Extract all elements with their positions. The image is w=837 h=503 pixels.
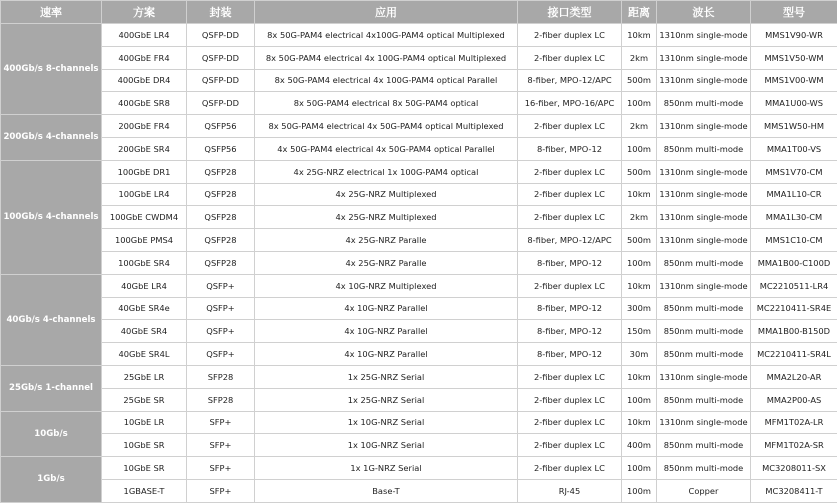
model-cell: MC2210511-LR4 [751,274,837,297]
table-row [1,411,837,434]
scheme-cell: 100GbE PMS4 [102,229,187,252]
package-cell: SFP+ [187,411,255,434]
distance-cell: 30m [622,343,657,366]
scheme-cell: 1GBASE-T [102,479,187,502]
interface-type-cell: 8-fiber, MPO-12 [518,320,622,343]
model-cell: MMS1C10-CM [751,229,837,252]
interface-type-cell: 2-fiber duplex LC [518,365,622,388]
model-cell: MFM1T02A-SR [751,434,837,457]
interface-type-cell: 2-fiber duplex LC [518,274,622,297]
scheme-cell: 25GbE SR [102,388,187,411]
application-cell: Base-T [255,479,518,502]
application-cell: 1x 10G-NRZ Serial [255,411,518,434]
model-cell: MMS1V70-CM [751,160,837,183]
scheme-cell: 10GbE LR [102,411,187,434]
wavelength-cell: 850nm multi-mode [657,137,751,160]
wavelength-cell: 1310nm single-mode [657,183,751,206]
distance-cell: 2km [622,46,657,69]
interface-type-cell: 2-fiber duplex LC [518,411,622,434]
rate-group-cell: 1Gb/s [1,457,102,503]
distance-cell: 2km [622,206,657,229]
rate-group-cell: 40Gb/s 4-channels [1,274,102,365]
scheme-cell: 400GbE DR4 [102,69,187,92]
interface-type-cell: 8-fiber, MPO-12 [518,343,622,366]
scheme-cell: 100GbE DR1 [102,160,187,183]
wavelength-cell: Copper [657,479,751,502]
distance-cell: 100m [622,137,657,160]
wavelength-cell: 850nm multi-mode [657,388,751,411]
distance-cell: 500m [622,69,657,92]
wavelength-cell: 850nm multi-mode [657,92,751,115]
interface-type-cell: 2-fiber duplex LC [518,115,622,138]
package-cell: SFP28 [187,365,255,388]
scheme-cell: 25GbE LR [102,365,187,388]
scheme-cell: 100GbE SR4 [102,251,187,274]
model-cell: MC3208411-T [751,479,837,502]
rate-group-cell: 10Gb/s [1,411,102,457]
table-row [1,115,837,138]
model-cell: MMS1V90-WR [751,24,837,47]
table-row [1,183,837,206]
distance-cell: 400m [622,434,657,457]
table-row [1,160,837,183]
table-row [1,206,837,229]
wavelength-cell: 1310nm single-mode [657,229,751,252]
scheme-cell: 40GbE SR4L [102,343,187,366]
scheme-cell: 40GbE SR4e [102,297,187,320]
application-cell: 1x 1G-NRZ Serial [255,457,518,480]
table-row [1,320,837,343]
distance-cell: 100m [622,457,657,480]
interface-type-cell: 16-fiber, MPO-16/APC [518,92,622,115]
wavelength-cell: 850nm multi-mode [657,343,751,366]
wavelength-cell: 850nm multi-mode [657,457,751,480]
package-cell: QSFP-DD [187,69,255,92]
distance-cell: 10km [622,411,657,434]
table-row [1,457,837,480]
wavelength-cell: 1310nm single-mode [657,69,751,92]
package-cell: QSFP56 [187,137,255,160]
package-cell: QSFP28 [187,251,255,274]
table-row [1,297,837,320]
table-row [1,229,837,252]
scheme-cell: 200GbE SR4 [102,137,187,160]
table-row [1,343,837,366]
scheme-cell: 100GbE LR4 [102,183,187,206]
distance-cell: 10km [622,274,657,297]
scheme-cell: 400GbE LR4 [102,24,187,47]
interface-type-cell: 2-fiber duplex LC [518,24,622,47]
distance-cell: 500m [622,160,657,183]
header-model: 型号 [751,1,837,24]
interface-type-cell: 2-fiber duplex LC [518,434,622,457]
header-application: 应用 [255,1,518,24]
model-cell: MMS1W50-HM [751,115,837,138]
application-cell: 8x 50G-PAM4 electrical 8x 50G-PAM4 optical [255,92,518,115]
package-cell: QSFP28 [187,183,255,206]
table-row [1,434,837,457]
distance-cell: 2km [622,115,657,138]
application-cell: 4x 25G-NRZ Multiplexed [255,183,518,206]
application-cell: 4x 10G-NRZ Parallel [255,297,518,320]
model-cell: MMA1B00-B150D [751,320,837,343]
package-cell: SFP+ [187,434,255,457]
table-row [1,92,837,115]
header-wavelength: 波长 [657,1,751,24]
wavelength-cell: 1310nm single-mode [657,24,751,47]
header-distance: 距离 [622,1,657,24]
application-cell: 8x 50G-PAM4 electrical 4x 100G-PAM4 optical Parallel [255,69,518,92]
rate-group-cell: 400Gb/s 8-channels [1,24,102,115]
application-cell: 4x 50G-PAM4 electrical 4x 50G-PAM4 optical Parallel [255,137,518,160]
rate-group-cell: 200Gb/s 4-channels [1,115,102,161]
application-cell: 1x 10G-NRZ Serial [255,434,518,457]
table-row [1,365,837,388]
distance-cell: 100m [622,388,657,411]
application-cell: 4x 10G-NRZ Multiplexed [255,274,518,297]
package-cell: SFP+ [187,457,255,480]
scheme-cell: 40GbE LR4 [102,274,187,297]
package-cell: QSFP-DD [187,92,255,115]
model-cell: MMA2P00-AS [751,388,837,411]
package-cell: QSFP-DD [187,46,255,69]
interface-type-cell: 8-fiber, MPO-12 [518,297,622,320]
package-cell: QSFP28 [187,160,255,183]
interface-type-cell: 2-fiber duplex LC [518,160,622,183]
package-cell: SFP28 [187,388,255,411]
wavelength-cell: 1310nm single-mode [657,206,751,229]
model-cell: MMS1V50-WM [751,46,837,69]
model-cell: MMA2L20-AR [751,365,837,388]
header-scheme: 方案 [102,1,187,24]
scheme-cell: 100GbE CWDM4 [102,206,187,229]
application-cell: 8x 50G-PAM4 electrical 4x 100G-PAM4 optical Multiplexed [255,46,518,69]
wavelength-cell: 1310nm single-mode [657,365,751,388]
wavelength-cell: 1310nm single-mode [657,411,751,434]
model-cell: MMA1L10-CR [751,183,837,206]
model-cell: MC3208011-SX [751,457,837,480]
model-cell: MMA1U00-WS [751,92,837,115]
distance-cell: 100m [622,92,657,115]
interface-type-cell: 2-fiber duplex LC [518,206,622,229]
application-cell: 1x 25G-NRZ Serial [255,365,518,388]
distance-cell: 10km [622,183,657,206]
header-interface-type: 接口类型 [518,1,622,24]
distance-cell: 300m [622,297,657,320]
wavelength-cell: 850nm multi-mode [657,434,751,457]
package-cell: QSFP56 [187,115,255,138]
interface-type-cell: 8-fiber, MPO-12/APC [518,69,622,92]
application-cell: 4x 10G-NRZ Parallel [255,343,518,366]
interface-type-cell: 8-fiber, MPO-12/APC [518,229,622,252]
distance-cell: 10km [622,365,657,388]
package-cell: QSFP+ [187,274,255,297]
table-row [1,46,837,69]
application-cell: 1x 25G-NRZ Serial [255,388,518,411]
wavelength-cell: 1310nm single-mode [657,115,751,138]
wavelength-cell: 850nm multi-mode [657,297,751,320]
table-row [1,24,837,47]
table-row [1,274,837,297]
table-row [1,388,837,411]
package-cell: QSFP28 [187,206,255,229]
table-row [1,251,837,274]
application-cell: 4x 25G-NRZ Multiplexed [255,206,518,229]
model-cell: MMA1B00-C100D [751,251,837,274]
application-cell: 4x 25G-NRZ Paralle [255,229,518,252]
table-row [1,137,837,160]
interface-type-cell: RJ-45 [518,479,622,502]
package-cell: QSFP28 [187,229,255,252]
interface-type-cell: 2-fiber duplex LC [518,183,622,206]
package-cell: SFP+ [187,479,255,502]
distance-cell: 10km [622,24,657,47]
application-cell: 8x 50G-PAM4 electrical 4x100G-PAM4 optical Multiplexed [255,24,518,47]
package-cell: QSFP+ [187,343,255,366]
package-cell: QSFP+ [187,297,255,320]
rate-group-cell: 100Gb/s 4-channels [1,160,102,274]
application-cell: 4x 10G-NRZ Parallel [255,320,518,343]
table-row [1,69,837,92]
rate-group-cell: 25Gb/s 1-channel [1,365,102,411]
scheme-cell: 40GbE SR4 [102,320,187,343]
scheme-cell: 400GbE FR4 [102,46,187,69]
application-cell: 4x 25G-NRZ electrical 1x 100G-PAM4 optical [255,160,518,183]
table-body [1,24,837,503]
scheme-cell: 400GbE SR8 [102,92,187,115]
application-cell: 4x 25G-NRZ Paralle [255,251,518,274]
package-cell: QSFP+ [187,320,255,343]
distance-cell: 500m [622,229,657,252]
model-cell: MMS1V00-WM [751,69,837,92]
interface-type-cell: 2-fiber duplex LC [518,46,622,69]
wavelength-cell: 1310nm single-mode [657,160,751,183]
header-package: 封装 [187,1,255,24]
header-rate: 速率 [1,1,102,24]
interface-type-cell: 8-fiber, MPO-12 [518,137,622,160]
model-cell: MFM1T02A-LR [751,411,837,434]
wavelength-cell: 850nm multi-mode [657,320,751,343]
interface-type-cell: 2-fiber duplex LC [518,457,622,480]
model-cell: MC2210411-SR4L [751,343,837,366]
scheme-cell: 10GbE SR [102,434,187,457]
table-row [1,479,837,502]
interface-type-cell: 2-fiber duplex LC [518,388,622,411]
distance-cell: 150m [622,320,657,343]
model-cell: MC2210411-SR4E [751,297,837,320]
header-row [1,1,837,24]
package-cell: QSFP-DD [187,24,255,47]
distance-cell: 100m [622,251,657,274]
wavelength-cell: 1310nm single-mode [657,274,751,297]
distance-cell: 100m [622,479,657,502]
model-cell: MMA1L30-CM [751,206,837,229]
application-cell: 8x 50G-PAM4 electrical 4x 50G-PAM4 optical Multiplexed [255,115,518,138]
scheme-cell: 10GbE SR [102,457,187,480]
scheme-cell: 200GbE FR4 [102,115,187,138]
model-cell: MMA1T00-VS [751,137,837,160]
interface-type-cell: 8-fiber, MPO-12 [518,251,622,274]
wavelength-cell: 850nm multi-mode [657,251,751,274]
wavelength-cell: 1310nm single-mode [657,46,751,69]
